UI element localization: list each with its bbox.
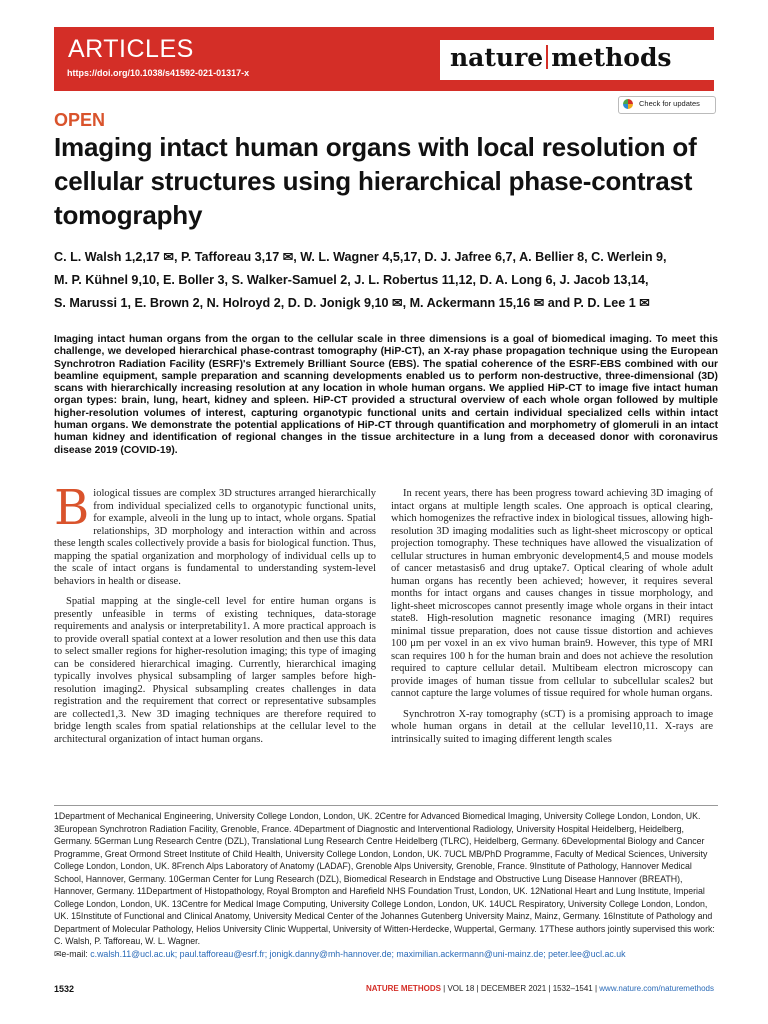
paragraph: Synchrotron X-ray tomography (sCT) is a promising approach to image whole human organs in detail at the cellular level10,11. X-rays are intrinsically suited to imaging different length scales xyxy=(391,708,713,745)
footer-volume-info: | VOL 18 | DECEMBER 2021 | 1532–1541 | xyxy=(440,984,600,993)
email-links[interactable]: c.walsh.11@ucl.ac.uk; paul.tafforeau@esrf.fr; jonigk.danny@mh-hannover.de; maximilian.ackermann@uni-mainz.de; peter.lee@ucl.ac.uk xyxy=(90,948,626,959)
paragraph: Spatial mapping at the single-cell level for entire human organs is presently unfeasible in terms of existing techniques, data-storage requirements and analysis or interpretability1. A more practical approach is to provide overall spatial context at a lower resolution and then use this data to select smaller regions for higher-resolution imaging; this type of imaging can be considered hierarchical imaging. Currently, hierarchical imaging typically involves physical subsampling of larger samples before high-resolution imaging2. Physical subsampling creates challenges in data registration and the requirement that correct or representative subsamples are collected1,3. New 3D imaging techniques are therefore required to bridge length scales from spatial relationships at the cellular level to the architectural organization of intact human organs. xyxy=(54,596,376,745)
article-title: Imaging intact human organs with local resolution of cellular structures using hierarchical phase-contrast tomography xyxy=(54,132,697,230)
author-line-1: C. L. Walsh 1,2,17 ✉, P. Tafforeau 3,17 ✉, W. L. Wagner 4,5,17, D. J. Jafree 6,7, A. Bellier 8, C. Werlein 9, xyxy=(54,250,667,264)
body-column-left xyxy=(54,480,376,746)
logo-nature: nature xyxy=(450,43,544,72)
affiliations xyxy=(54,810,718,960)
paragraph: iological tissues are complex 3D structures arranged hierarchically from individual specialized cells to organotypic functional units, for example, alveoli in the lung up to intact, whole organs. Spatial relationships, 3D morphology and interaction within and across these length scales collectively provide a basis for biological function. Thus, mapping the spatial organization and morphology of individual cells up to the scale of intact organs is fundamental to understanding system-level behaviors in health or disease. xyxy=(54,488,376,587)
author-list xyxy=(54,246,724,315)
section-banner xyxy=(54,27,714,91)
journal-logo[interactable] xyxy=(440,40,714,80)
drop-cap: B xyxy=(54,480,90,536)
author-line-3: S. Marussi 1, E. Brown 2, N. Holroyd 2, D. D. Jonigk 9,10 ✉, M. Ackermann 15,16 ✉ and P. D. Lee 1 ✉ xyxy=(54,296,650,310)
email-label: ✉e-mail: xyxy=(54,948,88,959)
logo-divider xyxy=(546,45,548,69)
footer-journal-name: NATURE METHODS xyxy=(365,984,441,993)
abstract: Imaging intact human organs from the organ to the cellular scale in three dimensions is a goal of biomedical imaging. To meet this challenge, we developed hierarchical phase-contrast tomography (HiP-CT), an X-ray phase propagation technique using the European Synchrotron Radiation Facility (ESRF)'s Extremely Brilliant Source (EBS). The spatial coherence of the ESRF-EBS combined with our beamline equipment, sample preparation and scanning developments enabled us to perform non-destructive, three-dimensional (3D) scans with hierarchically increasing resolution at any location in whole human organs. We applied HiP-CT to image five intact human organ types: brain, lung, heart, kidney and spleen. HiP-CT provided a structural overview of each whole organ followed by multiple higher-resolution volumes of interest, capturing organotypic functional units and certain individual specialized cells within intact human organs. We demonstrate the potential applications of HiP-CT through quantification and morphometry of glomeruli in an intact human kidney and identification of regional changes in the tissue architecture in a lung from a deceased donor with coronavirus disease 2019 (COVID-19). xyxy=(54,334,718,456)
footer-url-link[interactable]: www.nature.com/naturemethods xyxy=(599,984,714,993)
affiliations-text: 1Department of Mechanical Engineering, University College London, London, UK. 2Centre for Advanced Biomedical Imaging, University College London, London, UK. 3European Synchrotron Radiation Facility, Grenoble, France. 4Department of Diagnostic and Interventional Radiology, University Hospital Heidelberg, Heidelberg, Germany. 5German Lung Research Centre (DZL), Translational Lung Research Centre Heidelberg (TLRC), Heidelberg, Germany. 6Developmental Biology and Cancer Programme, Great Ormond Street Institute of Child Health, University College London, London, UK. 7UCL MB/PhD Programme, Faculty of Medical Sciences, University College London, London, UK. 8French Alps Laboratory of Anatomy (LADAF), Grenoble Alps University, Grenoble, France. 9Institute of Pathology, Hannover Medical School, Hannover, Germany. 10German Center for Lung Research (DZL), Biomedical Research in Endstage and Obstructive Lung Disease Hannover (BREATH), Hannover, Germany. 11Department of Histopathology, Royal Brompton and Harefield NHS Foundation Trust, London, UK. 12National Heart and Lung Institute, Imperial College London, London, UK. 13Centre for Medical Image Computing, University College London, London, UK. 14UCL Respiratory, University College London, London, UK. 15Institute of Functional and Clinical Anatomy, University Medical Center of the Johannes Gutenberg University Mainz, Mainz, Germany. 16Institute of Pathology and Department of Molecular Pathology, Helios University Clinic Wuppertal, University of Witten-Herdecke, Wuppertal, Germany. 17These authors jointly supervised this work: C. Walsh, P. Tafforeau, W. L. Wagner. xyxy=(54,811,715,946)
section-label: ARTICLES xyxy=(68,35,194,63)
check-updates-label: Check for updates xyxy=(639,99,700,108)
footer-citation xyxy=(366,984,714,993)
open-access-label: OPEN xyxy=(54,110,106,130)
doi-link[interactable]: https://doi.org/10.1038/s41592-021-01317-x xyxy=(67,68,250,78)
paragraph: In recent years, there has been progress toward achieving 3D imaging of intact organs at multiple length scales. One approach is optical clearing, which homogenizes the refractive index in biological tissues, allowing high-resolution 3D imaging modalities such as light-sheet microscopy or optical projection tomography. These techniques have allowed the visualization of cellular structures in human embryonic development4,5 and mouse models of cancer metastasis6 and drug uptake7. Optical clearing of whole adult human organs has recently been achieved; however, it requires several months for intact organs and causes changes in tissue morphology, and light-sheet microscopes cannot presently image whole organs in their intact state8. High-resolution magnetic resonance imaging (MRI) requires minimal tissue preparation, does not cause tissue distortion and achieves 100 μm per voxel in an ex vivo human brain9. However, this type of MRI scan requires 100 h for the human brain and does not achieve the resolution required to capture cellular detail. Multibeam electron microscopy can provide images of human tissue from cellular to subcellular scales2 but cannot capture the large volumes of tissue required for whole human organs. xyxy=(391,488,713,699)
crossmark-icon xyxy=(623,99,633,109)
logo-methods: methods xyxy=(551,43,672,72)
body-column-right xyxy=(391,488,713,746)
check-for-updates-button[interactable] xyxy=(618,96,716,114)
footnote-divider xyxy=(54,805,718,806)
author-line-2: M. P. Kühnel 9,10, E. Boller 3, S. Walker-Samuel 2, J. L. Robertus 11,12, D. A. Long 6, J. Jacob 13,14, xyxy=(54,273,649,287)
page-number: 1532 xyxy=(54,984,75,994)
